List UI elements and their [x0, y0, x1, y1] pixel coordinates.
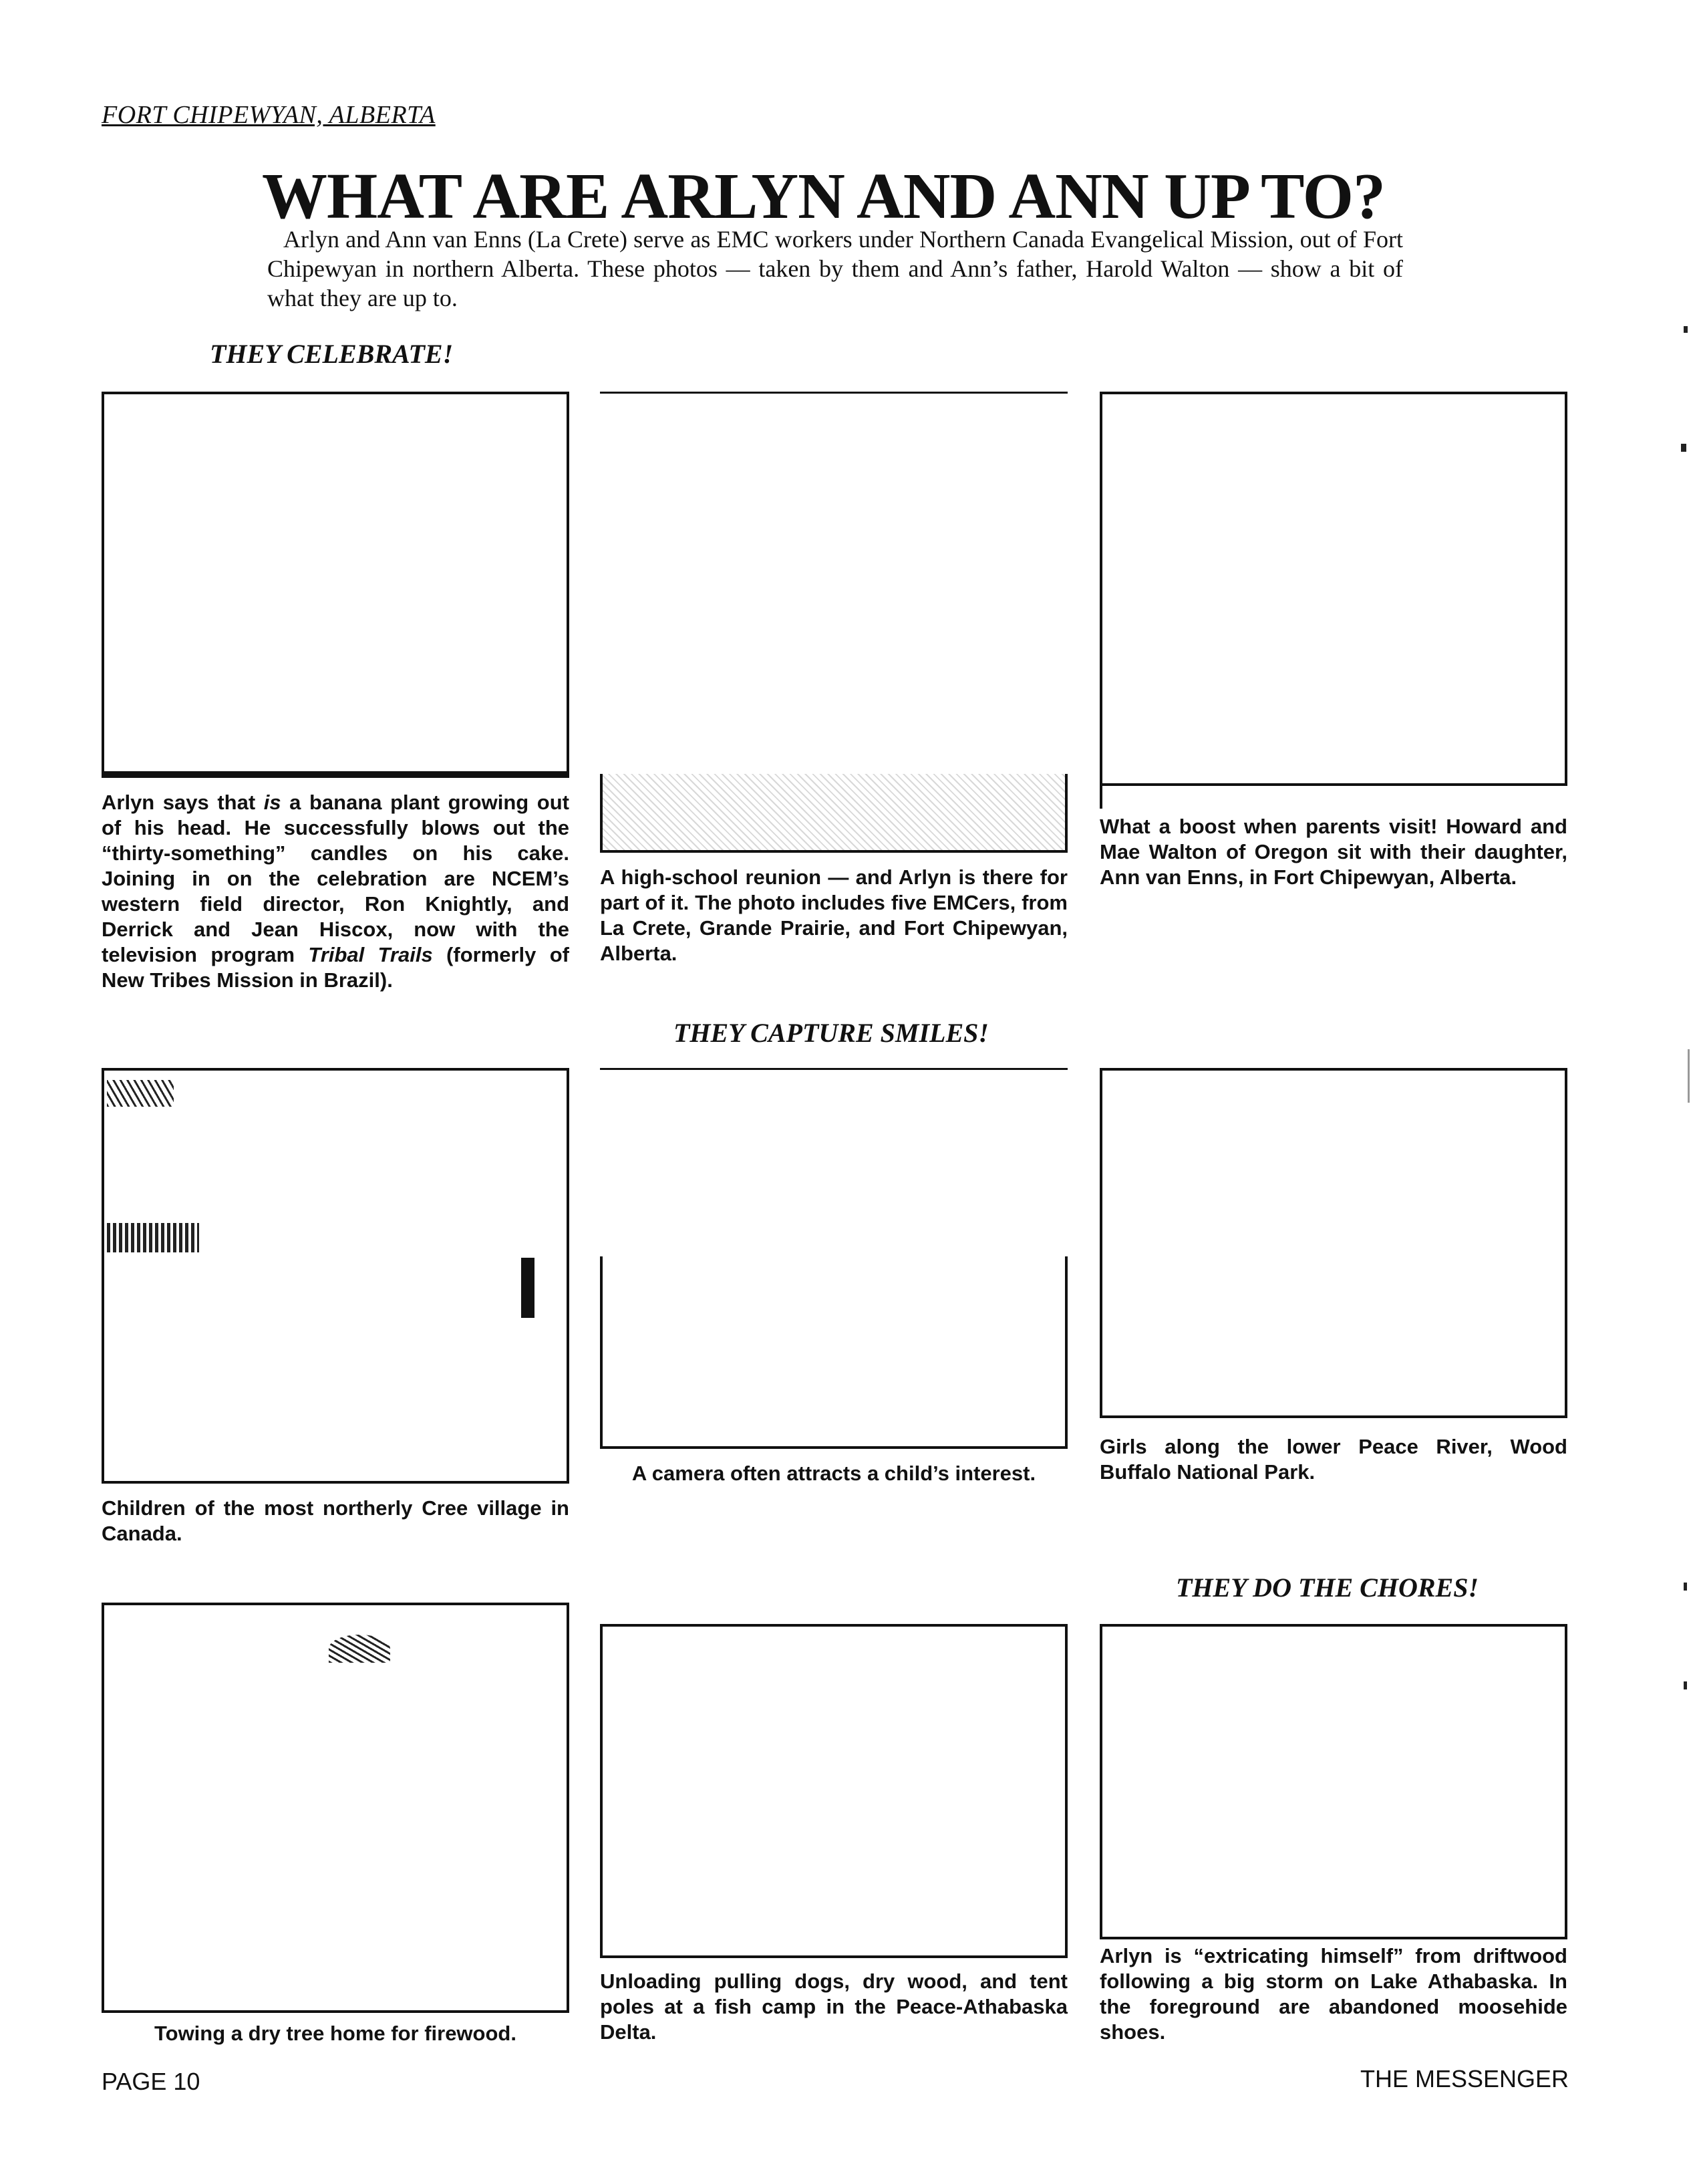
caption-banana-part1: Arlyn says that	[102, 791, 264, 814]
caption-peace-river-girls: Girls along the lower Peace River, Wood Buffalo National Park.	[1100, 1435, 1567, 1484]
section-heading-celebrate: THEY CELEBRATE!	[210, 339, 454, 369]
caption-banana-part2: a banana plant growing out of his head. He successfully blows out the “thirty-something” candles on his cake. Joining in on the celebration are NCEM’s western field director, Ron Knightly, and Derrick and Jean Hiscox, now with the television program	[102, 791, 569, 966]
caption-towing-tree: Towing a dry tree home for firewood.	[154, 2022, 516, 2045]
photo-parents-visit	[1100, 392, 1567, 786]
locale-heading: FORT CHIPEWYAN, ALBERTA	[102, 101, 436, 129]
photo-towing-tree	[102, 1603, 569, 2013]
scan-mark-2	[1681, 444, 1686, 452]
caption-driftwood: Arlyn is “extricating himself” from driftwood following a big storm on Lake Athabaska. In the foreground are abandoned moosehide shoes.	[1100, 1944, 1567, 2044]
photo-fish-camp	[600, 1624, 1068, 1958]
scan-mark-1	[1684, 326, 1688, 333]
section-heading-smiles: THEY CAPTURE SMILES!	[673, 1018, 989, 1048]
photo-camera-top-rule	[600, 1068, 1068, 1070]
caption-banana-part3: (formerly of New Tribes Mission in Brazil).	[102, 943, 569, 992]
intro-text: Arlyn and Ann van Enns (La Crete) serve as EMC workers under Northern Canada Evangelical Mission, out of Fort Chipewyan in northern Alberta. These photos — taken by them and Ann’s father, Harold Walton — show a bit of what they are up to.	[267, 226, 1403, 311]
scan-mark-4	[1684, 1583, 1687, 1591]
caption-camera-child: A camera often attracts a child’s interest.	[631, 1462, 1036, 1485]
caption-parents-visit: What a boost when parents visit! Howard and Mae Walton of Oregon sit with their daughter, Ann van Enns, in Fort Chipewyan, Alberta.	[1100, 815, 1567, 889]
photo-parents-corner	[1100, 786, 1102, 809]
caption-cree-children: Children of the most northerly Cree village in Canada.	[102, 1496, 569, 1545]
caption-banana-emphasis: is	[263, 791, 281, 814]
photo-tree-texture	[329, 1635, 390, 1663]
caption-banana-show-title: Tribal Trails	[308, 943, 433, 966]
section-heading-chores: THEY DO THE CHORES!	[1176, 1573, 1479, 1603]
caption-fish-camp: Unloading pulling dogs, dry wood, and tent poles at a fish camp in the Peace-Athabaska Delta.	[600, 1969, 1068, 2044]
photo-banana-plant	[102, 392, 569, 778]
intro-paragraph	[267, 225, 1403, 313]
photo-cree-texture-mid	[107, 1223, 199, 1252]
photo-cree-texture-top	[107, 1080, 174, 1107]
caption-banana-plant	[102, 790, 569, 993]
photo-peace-river-girls	[1100, 1068, 1567, 1418]
photo-camera-child	[600, 1256, 1068, 1449]
scan-mark-5	[1684, 1681, 1687, 1689]
photo-reunion-top-rule	[600, 392, 1068, 394]
publication-name: THE MESSENGER	[1360, 2065, 1569, 2092]
photo-driftwood	[1100, 1624, 1567, 1939]
page-number: PAGE 10	[102, 2068, 200, 2095]
photo-cree-children	[102, 1068, 569, 1484]
caption-reunion: A high-school reunion — and Arlyn is there for part of it. The photo includes five EMCers, from La Crete, Grande Prairie, and Fort Chipewyan, Alberta.	[600, 865, 1068, 965]
scan-mark-3	[1688, 1049, 1690, 1103]
photo-cree-figure	[521, 1258, 534, 1318]
article-title: WHAT ARE ARLYN AND ANN UP TO?	[262, 160, 1385, 233]
photo-reunion	[600, 774, 1068, 853]
